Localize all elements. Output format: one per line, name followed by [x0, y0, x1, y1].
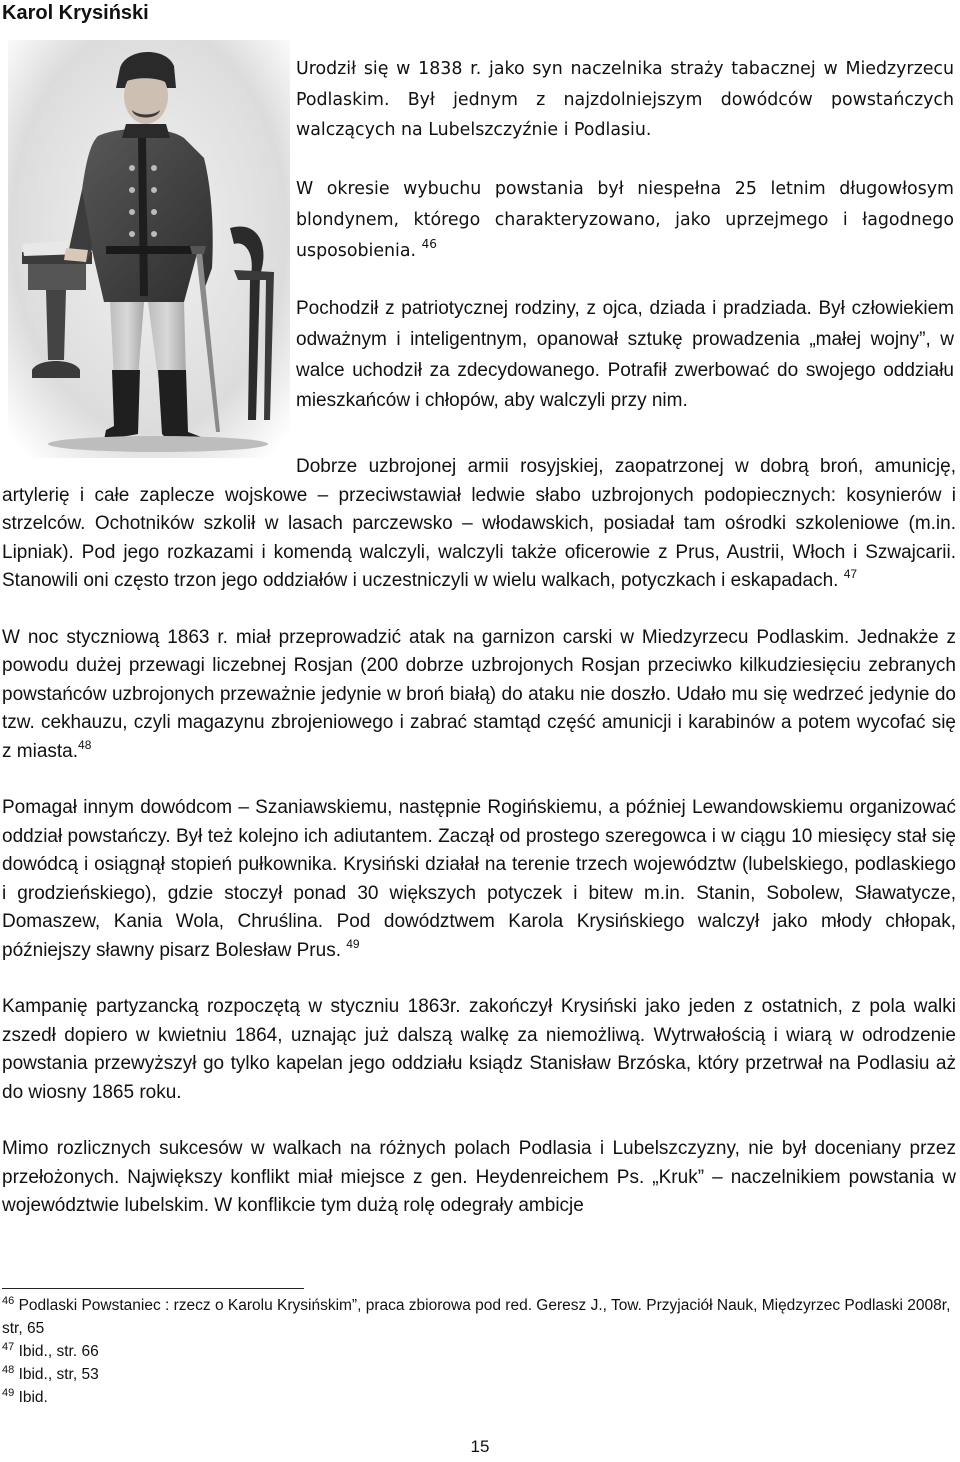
footnote-text: Ibid., str, 53 [18, 1366, 99, 1383]
footnote-number: 49 [2, 1387, 15, 1399]
footnotes [2, 1294, 956, 1409]
footnote-item [2, 1386, 956, 1409]
footnote-text: Ibid. [18, 1389, 48, 1406]
side-paragraph: W okresie wybuchu powstania był niespełna 25 letnim długowłosym blondynem, którego charakteryzowano, jako uprzejmego i łagodnego usposobienia. $^{46}$ [296, 179, 954, 261]
body-paragraph: Dobrze uzbrojonej armii rosyjskiej, zaopatrzonej w dobrą broń, amunicję, artylerię i całe zaplecze wojskowe – przeciwstawiał ledwie słabo uzbrojonych podopiecznych: kosynierów i strzelców. Ochotników szkolił w lasach parczewsko – włodawskich, posiadał tam ośrodki szkoleniowe (m.in. Lipniak). Pod jego rozkazami i komendą walczyli, walczyli także oficerowie z Prus, Austrii, Włoch i Szwajcarii. Stanowili oni często trzon jego oddziałów i uczestniczyli w wielu walkach, potyczkach i eskapadach. $^{47}$ [2, 456, 956, 591]
footnote-ref[interactable]: 46 [421, 236, 437, 251]
body-paragraph: Mimo rozlicznych sukcesów w walkach na różnych polach Podlasia i Lubelszczyzny, nie był doceniany przez przełożonych. Największy konflikt miał miejsce z gen. Heydenreichem Ps. „Kruk” – naczelnikiem powstania w województwie lubelskim. W konflikcie tym dużą rolę odegrały ambicje [2, 1138, 956, 1216]
footnote-text: Podlaski Powstaniec : rzecz o Karolu Krysińskim”, praca zbiorowa pod red. Geresz J., Tow. Przyjaciół Nauk, Międzyrzec Podlaski 2008r, str, 65 [2, 1297, 951, 1337]
footnote-item [2, 1363, 956, 1386]
footnote-separator [2, 1288, 304, 1289]
page-number: 15 [470, 1437, 490, 1456]
page-title: Karol Krysiński [2, 2, 149, 24]
footnote-item [2, 1294, 956, 1340]
side-paragraph: Urodził się w 1838 r. jako syn naczelnika straży tabacznej w Miedzyrzecu Podlaskim. Był jednym z najzdolniejszym dowódców powstańczych walczących na Lubelszczyźnie i Podlasiu. [296, 59, 954, 141]
footnote-ref[interactable]: 49 [346, 936, 360, 951]
side-paragraph: Pochodził z patriotycznej rodziny, z ojca, dziada i pradziada. Był człowiekiem odważnym i inteligentnym, opanował sztukę prowadzenia „małej wojny”, w walce uchodził za zdecydowanego. Potrafił zwerbować do swojego oddziału mieszkańców i chłopów, aby walczyli przy nim. [296, 298, 954, 412]
side-column [296, 54, 954, 445]
portrait-illustration [8, 40, 290, 458]
footnote-number: 48 [2, 1364, 15, 1376]
body-paragraph: Kampanię partyzancką rozpoczętą w styczniu 1863r. zakończył Krysiński jako jeden z ostatnich, z pola walki zszedł dopiero w kwietniu 1864, uznając już dalszą walkę za niemożliwą. Wytrwałością i wiarą w odrodzenie powstania przewyższył go tylko kapelan jego oddziału ksiądz Stanisław Brzóska, który przetrwał na Podlasiu aż do wiosny 1865 roku. [2, 996, 956, 1103]
portrait-photo [8, 40, 290, 458]
body-text [2, 453, 956, 1249]
footnote-item [2, 1340, 956, 1363]
footnote-number: 46 [2, 1295, 15, 1307]
footnote-number: 47 [2, 1341, 15, 1353]
footnote-ref[interactable]: 48 [78, 737, 92, 752]
footnote-ref[interactable]: 47 [843, 567, 858, 581]
body-paragraph: Pomagał innym dowódcom – Szaniawskiemu, następnie Rogińskiemu, a później Lewandowskiemu organizować oddział powstańczy. Był też kolejno ich adiutantem. Zaczął od prostego szeregowca i w ciągu 10 miesięcy stał się dowódcą i osiągnął stopień pułkownika. Krysiński działał na terenie trzech województw (lubelskiego, podlaskiego i grodzieńskiego), gdzie stoczył ponad 30 większych potyczek i bitew m.in. Stanin, Sobolew, Sławatycze, Domaszew, Kania Wola, Chruślina. Pod dowództwem Karola Krysińskiego walczył jako młody chłopak, późniejszy sławny pisarz Bolesław Prus. $^{49}$ [2, 797, 956, 961]
body-paragraph: W noc styczniową 1863 r. miał przeprowadzić atak na garnizon carski w Miedzyrzecu Podlaskim. Jednakże z powodu dużej przewagi liczebnej Rosjan (200 dobrze uzbrojonych Rosjan przeciwko kilkudziesięciu zebranych powstańców uzbrojonych przeważnie jedynie w broń białą) do ataku nie doszło. Udało mu się wedrzeć jedynie do tzw. cekhauzu, czyli magazynu zbrojeniowego i zabrać stamtąd część amunicji i karabinów a potem wycofać się z miasta.$^{48}$ [2, 626, 956, 762]
footnote-text: Ibid., str. 66 [18, 1343, 99, 1360]
